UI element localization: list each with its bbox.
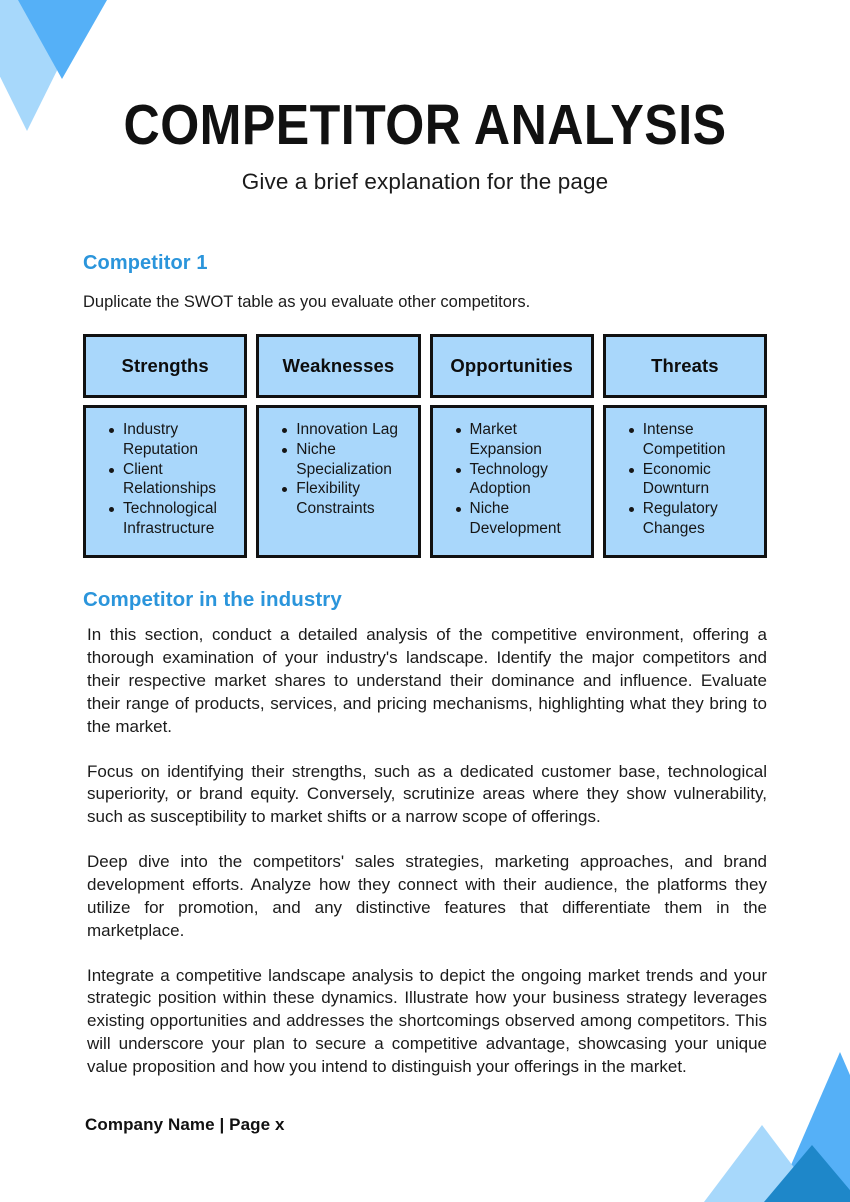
list-item: Niche Development <box>470 499 581 538</box>
section-note-competitor-1: Duplicate the SWOT table as you evaluate other competitors. <box>83 293 531 311</box>
section-heading-industry: Competitor in the industry <box>83 588 342 612</box>
triangle-mid-bottom-right <box>775 1052 850 1202</box>
triangle-dark-bottom-right <box>764 1145 850 1202</box>
swot-list-strengths <box>96 420 234 538</box>
list-item: Intense Competition <box>643 420 754 459</box>
footer-text: Company Name | Page x <box>85 1115 285 1134</box>
swot-cell-strengths <box>83 405 247 558</box>
swot-header-threats: Threats <box>603 334 767 398</box>
paragraph: Integrate a competitive landscape analysis to depict the ongoing market trends and your strategic position within these dynamics. Illustrate how your business strategy leverages existing opportunities and addresses the shortcomings observed among competitors. This will underscore your plan to secure a competitive advantage, showcasing your unique value proposition and how you intend to distinguish your offerings in the market. <box>87 965 767 1077</box>
page-subtitle: Give a brief explanation for the page <box>241 169 609 195</box>
swot-list-opportunities <box>443 420 581 538</box>
content-area <box>83 252 767 1079</box>
section-competitor-in-the-industry <box>83 588 767 1079</box>
list-item: Market Expansion <box>470 420 581 459</box>
triangle-light-bottom-right <box>704 1125 820 1202</box>
list-item: Client Relationships <box>123 460 234 499</box>
list-item: Innovation Lag <box>296 420 407 440</box>
list-item: Economic Downturn <box>643 460 754 499</box>
swot-header-weaknesses: Weaknesses <box>256 334 420 398</box>
swot-cell-threats <box>603 405 767 558</box>
paragraph: In this section, conduct a detailed analysis of the competitive environment, offering a thorough examination of your industry's landscape. Identify the major competitors and their respective market shares to understand their dominance and influence. Evaluate their range of products, services, and pricing mechanisms, highlighting what they bring to the market. <box>87 625 767 736</box>
swot-list-threats <box>616 420 754 538</box>
list-item: Regulatory Changes <box>643 499 754 538</box>
list-item: Flexibility Constraints <box>296 479 407 518</box>
list-item: Niche Specialization <box>296 440 407 479</box>
swot-list-weaknesses <box>269 420 407 518</box>
swot-header-opportunities: Opportunities <box>430 334 594 398</box>
swot-table <box>83 334 767 558</box>
swot-cell-weaknesses <box>256 405 420 558</box>
section-heading-competitor-1: Competitor 1 <box>83 252 208 274</box>
list-item: Industry Reputation <box>123 420 234 459</box>
swot-header-strengths: Strengths <box>83 334 247 398</box>
swot-cell-opportunities <box>430 405 594 558</box>
list-item: Technology Adoption <box>470 460 581 499</box>
paragraph: Deep dive into the competitors' sales strategies, marketing approaches, and brand development efforts. Analyze how they connect with their audience, the platforms they utilize for promotion, and any distinctive features that differentiate them in the marketplace. <box>87 852 767 940</box>
page-title: COMPETITOR ANALYSIS <box>123 93 727 157</box>
paragraph: Focus on identifying their strengths, such as a dedicated customer base, technological superiority, or brand equity. Conversely, scrutinize areas where they show vulnerability, such as susceptibility to market shifts or a narrow scope of offerings. <box>87 761 767 827</box>
list-item: Technological Infrastructure <box>123 499 234 538</box>
